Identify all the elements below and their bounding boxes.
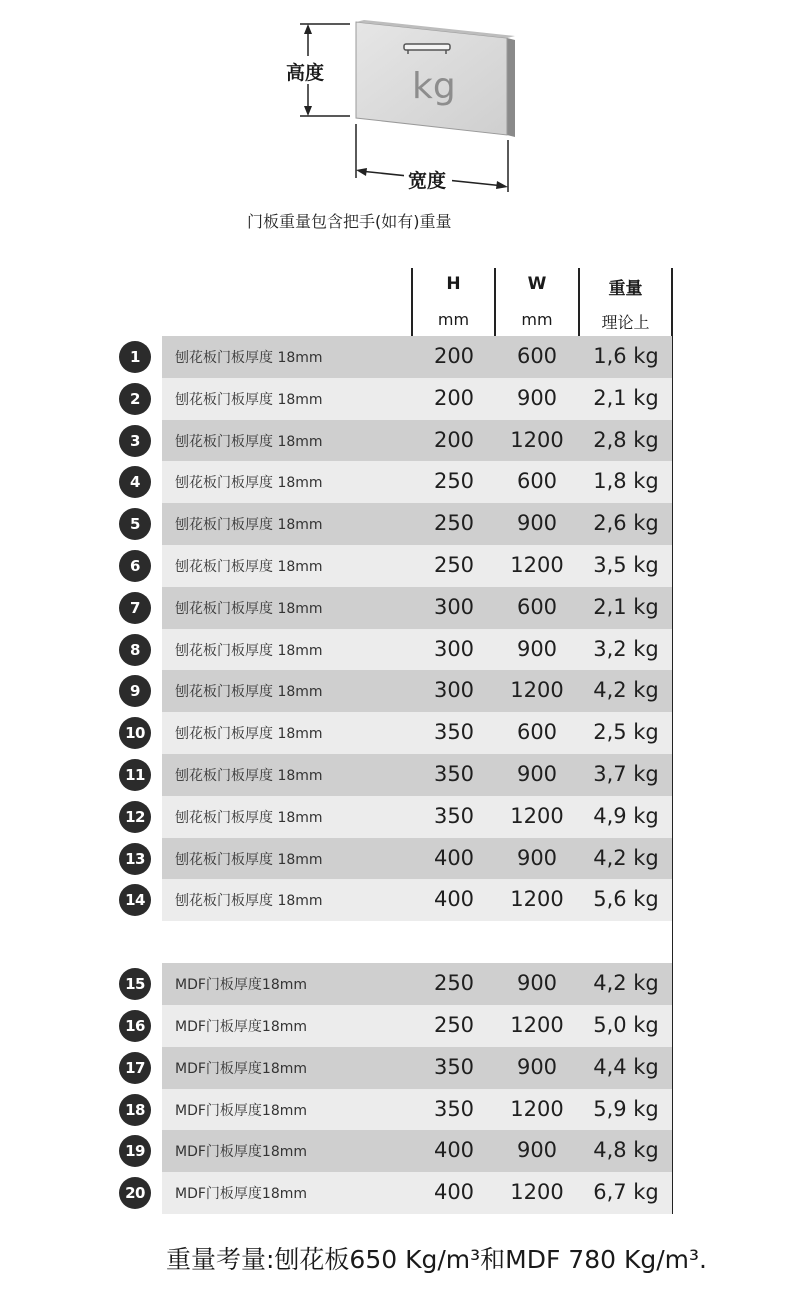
row-description: 刨花板门板厚度 18mm [175,517,323,534]
row-weight-value: 6,7 kg [593,1180,659,1205]
table-row [0,754,809,796]
row-width-value: 900 [516,1054,558,1079]
row-number-badge: 8 [119,634,151,666]
table-row [0,796,809,838]
row-description: 刨花板门板厚度 18mm [175,893,323,910]
row-width-value: 1200 [510,1180,564,1205]
row-height-value: 350 [433,1096,475,1121]
row-description: 刨花板门板厚度 18mm [175,809,323,826]
row-weight-value: 1,6 kg [593,344,659,368]
row-weight-value: 2,5 kg [593,720,659,745]
row-width-value: 900 [516,762,558,786]
row-height-value: 400 [433,845,475,870]
row-width-value: 900 [516,971,558,996]
table-row [0,378,809,420]
row-number-badge: 5 [119,508,151,540]
row-weight-value: 1,8 kg [593,469,659,494]
row-description: 刨花板门板厚度 18mm [175,600,323,617]
row-weight-value: 4,2 kg [593,845,659,870]
row-description: MDF门板厚度18mm [175,977,308,994]
row-height-value: 350 [433,720,475,745]
row-description: 刨花板门板厚度 18mm [175,391,323,408]
door-kg-label: kg [412,66,456,107]
row-height-value: 300 [433,594,475,619]
row-number-badge: 18 [119,1094,151,1126]
row-description: 刨花板门板厚度 18mm [175,726,323,743]
row-description: 刨花板门板厚度 18mm [175,475,323,492]
row-number-badge: 2 [119,383,151,415]
row-number-badge: 3 [119,425,151,457]
row-number-badge: 6 [119,550,151,582]
row-description: 刨花板门板厚度 18mm [175,559,323,575]
row-number-badge: 20 [119,1177,151,1209]
row-number-badge: 12 [119,801,151,833]
row-number-badge: 4 [119,466,151,498]
table-row [0,838,809,880]
row-width-value: 1200 [510,678,564,703]
row-height-value: 250 [433,553,475,577]
row-description: 刨花板门板厚度 18mm [175,350,323,366]
table-row [0,420,809,462]
row-height-value: 350 [433,762,475,786]
row-number-badge: 13 [119,843,151,875]
row-width-value: 1200 [510,803,564,828]
density-footnote: 重量考量:刨花板650 Kg/m³和MDF 780 Kg/m³. [166,1245,707,1274]
group-spacer [162,921,672,963]
row-height-value: 250 [433,971,475,996]
row-width-value: 1200 [510,553,564,577]
row-height-value: 300 [433,678,475,703]
row-weight-value: 3,5 kg [593,553,659,577]
row-weight-value: 5,6 kg [593,887,659,912]
header-w-unit: mm [521,310,553,329]
row-number-badge: 19 [119,1135,151,1167]
table-row [0,1089,809,1131]
row-weight-value: 3,2 kg [593,636,659,661]
row-number-badge: 15 [119,968,151,1000]
row-width-value: 1200 [510,887,564,912]
row-description: 刨花板门板厚度 18mm [175,433,323,450]
table-row [0,879,809,921]
table-row [0,336,809,378]
width-label: 宽度 [408,170,447,192]
table-row [0,1172,809,1214]
header-weight-note: 理论上 [601,313,650,332]
row-weight-value: 4,8 kg [593,1138,659,1163]
row-weight-value: 4,9 kg [593,803,659,828]
header-w: W [527,274,547,294]
table-row [0,670,809,712]
height-label: 高度 [286,62,325,84]
row-height-value: 200 [433,427,475,452]
row-weight-value: 5,0 kg [593,1013,659,1037]
row-width-value: 900 [516,511,558,536]
row-number-badge: 16 [119,1010,151,1042]
row-number-badge: 11 [119,759,151,791]
row-height-value: 200 [433,385,475,410]
table-row [0,1047,809,1089]
row-weight-value: 4,2 kg [593,971,659,996]
row-width-value: 600 [516,344,558,368]
row-number-badge: 1 [119,341,151,373]
row-width-value: 1200 [510,1013,564,1037]
row-width-value: 900 [516,636,558,661]
table-row [0,963,809,1005]
row-description: MDF门板厚度18mm [175,1060,308,1077]
table-row [0,1005,809,1047]
table-row [0,461,809,503]
row-width-value: 600 [516,469,558,494]
row-weight-value: 4,4 kg [593,1054,659,1079]
row-number-badge: 17 [119,1052,151,1084]
table-row [0,503,809,545]
table-row [0,545,809,587]
row-width-value: 900 [516,1138,558,1163]
row-width-value: 600 [516,720,558,745]
row-width-value: 1200 [510,427,564,452]
row-number-badge: 10 [119,717,151,749]
row-height-value: 400 [433,887,475,912]
row-width-value: 600 [516,594,558,619]
row-number-badge: 9 [119,675,151,707]
header-h-unit: mm [437,310,470,329]
row-height-value: 300 [433,636,475,661]
row-description: MDF门板厚度18mm [175,1102,308,1119]
row-weight-value: 2,1 kg [593,594,659,619]
row-height-value: 200 [433,344,475,368]
row-height-value: 250 [433,1013,475,1037]
table-row [0,1130,809,1172]
row-width-value: 900 [516,385,558,410]
row-number-badge: 7 [119,592,151,624]
header-h: H [446,274,461,294]
row-width-value: 900 [516,845,558,870]
table-row [0,629,809,671]
row-width-value: 1200 [510,1096,564,1121]
row-height-value: 400 [433,1180,475,1205]
row-weight-value: 4,2 kg [593,678,659,703]
header-weight: 重量 [608,279,643,299]
row-description: MDF门板厚度18mm [175,1019,308,1035]
row-weight-value: 5,9 kg [593,1096,659,1121]
row-description: MDF门板厚度18mm [175,1144,308,1161]
row-weight-value: 3,7 kg [593,762,659,786]
row-description: MDF门板厚度18mm [175,1186,308,1203]
row-weight-value: 2,1 kg [593,385,659,410]
table-row [0,712,809,754]
row-height-value: 350 [433,803,475,828]
row-number-badge: 14 [119,884,151,916]
row-height-value: 250 [433,469,475,494]
row-description: 刨花板门板厚度 18mm [175,851,323,868]
row-weight-value: 2,6 kg [593,511,659,536]
diagram-caption: 门板重量包含把手(如有)重量 [247,212,452,231]
row-height-value: 400 [433,1138,475,1163]
row-weight-value: 2,8 kg [593,427,659,452]
row-description: 刨花板门板厚度 18mm [175,684,323,701]
row-height-value: 350 [433,1054,475,1079]
row-height-value: 250 [433,511,475,536]
table-row [0,587,809,629]
row-description: 刨花板门板厚度 18mm [175,768,323,784]
row-description: 刨花板门板厚度 18mm [175,642,323,659]
